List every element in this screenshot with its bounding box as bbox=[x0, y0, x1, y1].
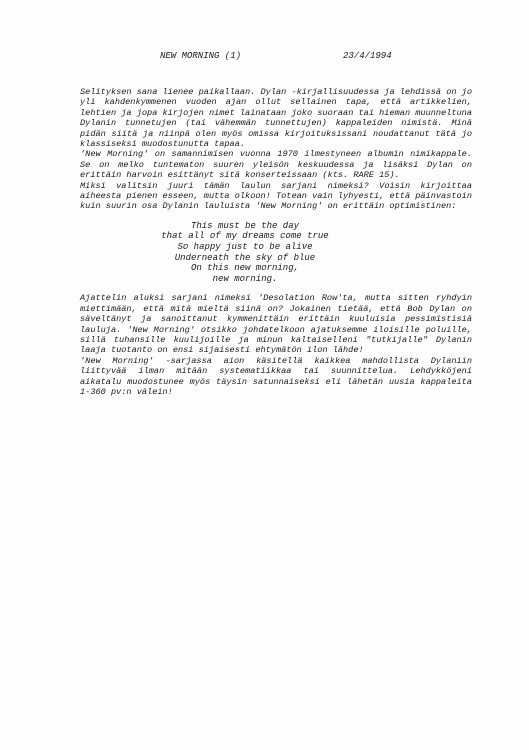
paragraph-desolation-row: Ajattelin aluksi sarjani nimeksi 'Desolation Row'ta, mutta sitten ryhdyin miettimään, että mitä mieltä siinä on? Jokainen tietää, että Bob Dylan on säveltänyt ja sanoittanut kymmenittäin erittäin kuuluisia pessimistisiä lauluja. 'New Morning' otsikko johdatelkoon ajatuksemme iloisille poluille, sillä tuhansille kuulijoille ja minun kaltaiselleni "tutkijalle" Dylanin laaja tuotanto on ensi sijaisesti ehtymätön ilon lähde! bbox=[80, 293, 472, 356]
document-title: NEW MORNING (1) bbox=[160, 51, 242, 61]
song-line: Underneath the sky of blue bbox=[174, 252, 316, 263]
song-line: new morning. bbox=[212, 273, 278, 284]
document-body bbox=[80, 87, 472, 398]
song-line: This must be the day bbox=[190, 220, 300, 231]
paragraph-album: 'New Morning' on samannimisen vuonna 1970 ilmestyneen albumin nimikappale. Se on melko tuntematon suuren yleisön keskuudessa ja lisäksi Dylan on erittäin harvoin esittänyt sitä konserteissaan (kts. RARE 15). bbox=[80, 149, 472, 181]
paragraph-intro: Selityksen sana lienee paikallaan. Dylan -kirjallisuudessa ja lehdissä on jo yli kahdenkymmenen vuoden ajan ollut sellainen tapa, että artikkelien, lehtien ja jopa kirjojen nimet lainataan joko suoraan tai hieman muunneltuna Dylanin tunnetujen (tai vähemmän tunnettujen) kappaleiden nimistä. Minä pidän siitä ja niinpä olen myös omissa kirjoituksissani noudattanut tätä jo klassiseksi muodostunutta tapaa. bbox=[80, 87, 472, 150]
song-line: So happy just to be alive bbox=[177, 242, 313, 253]
document-date: 23/4/1994 bbox=[343, 51, 392, 61]
paragraph-series-plan: 'New Morning' -sarjassa aion käsitellä kaikkea mahdollista Dylaniin liittyvää ilman mitään systematiikkaa tai suunnittelua. Lehdykköjeni aikatalu muodostunee myös täysin satunnaiseksi eli lähetän uusia kappaleita 1-360 pv:n välein! bbox=[80, 355, 472, 398]
song-line: On this new morning, bbox=[190, 263, 300, 274]
song-line: that all of my dreams come true bbox=[161, 231, 329, 242]
paragraph-why: Miksi valitsin juuri tämän laulun sarjani nimeksi? Voisin kirjoittaa aiheesta pienen esseen, mutta olkoon! Totean vain lyhyesti, että päinvastoin kuin suurin osa Dylanin lauluista 'New Morning' on erittäin optimistinen: bbox=[80, 180, 472, 212]
song-quote bbox=[80, 221, 410, 285]
